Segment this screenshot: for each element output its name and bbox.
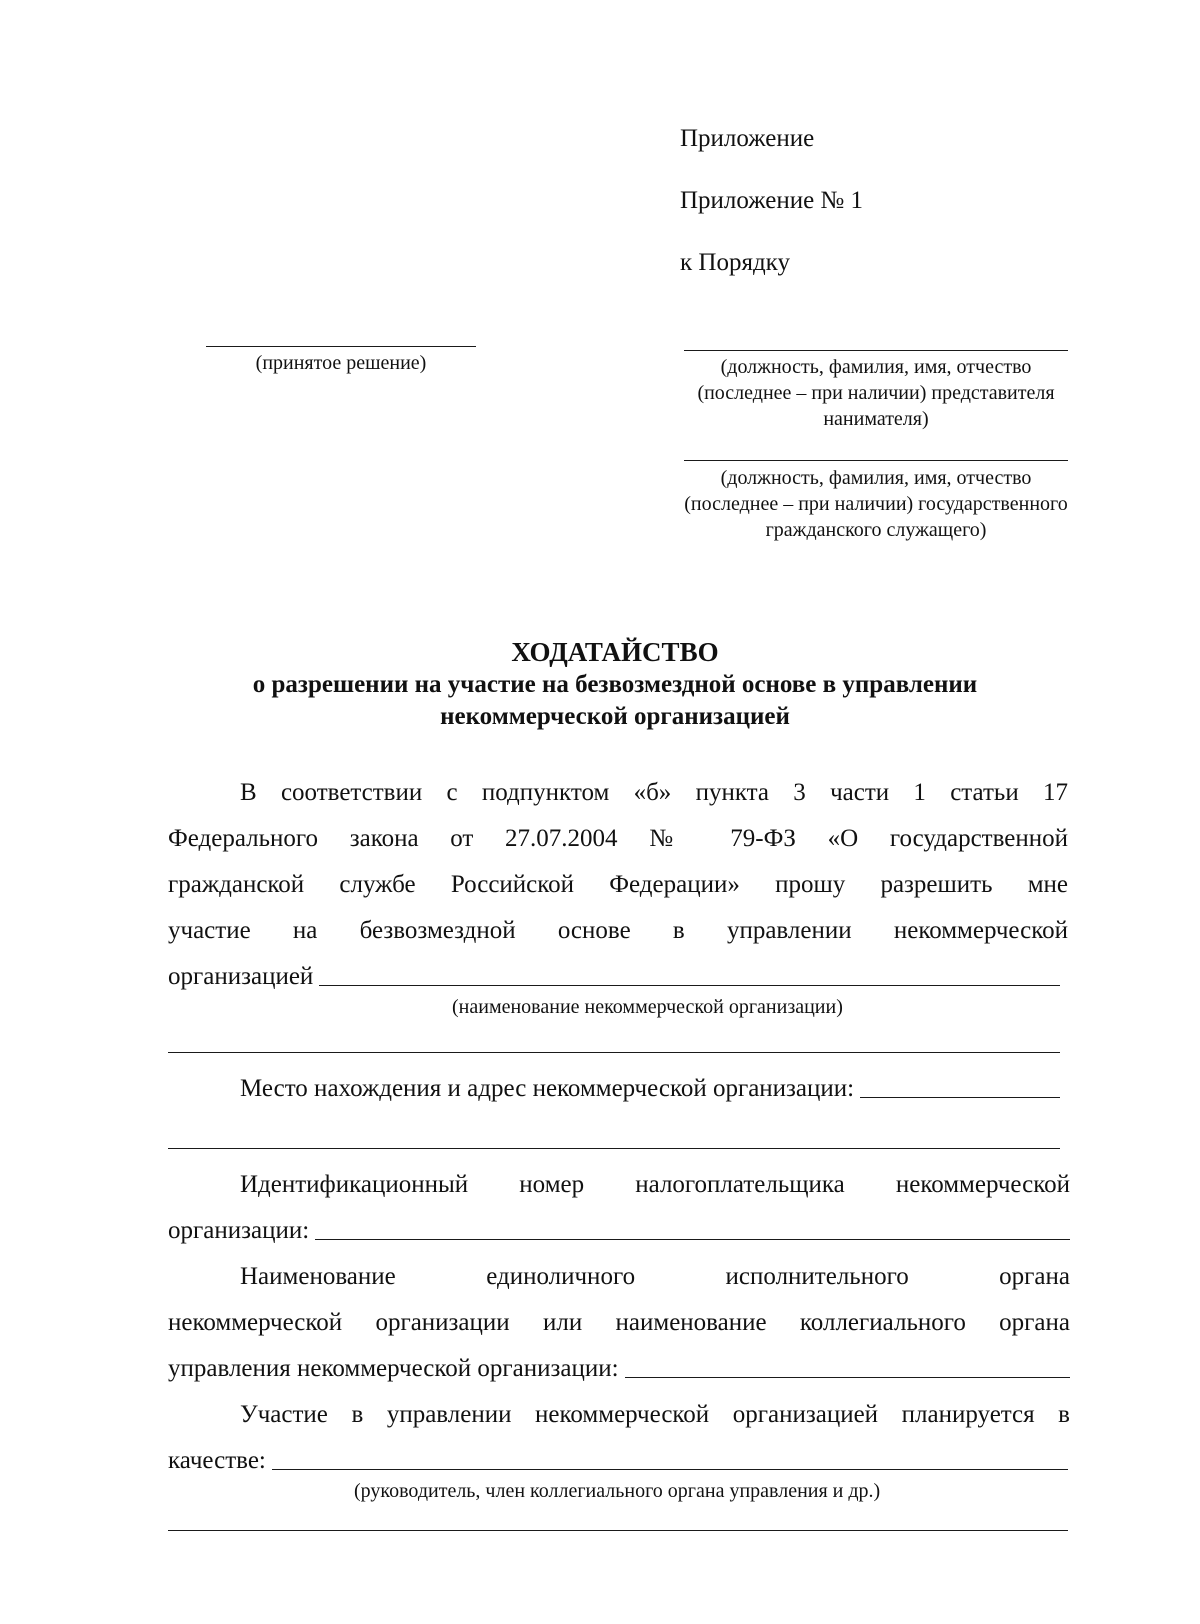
servant-line — [684, 460, 1068, 461]
executive-row — [168, 1354, 1070, 1384]
paragraph1-line4: участие на безвозмездной основе в управлении некоммерческой — [168, 917, 1068, 944]
employer-caption: (должность, фамилия, имя, отчество (последнее – при наличии) представителя нанимателя) — [697, 356, 1055, 430]
role-continuation-line — [168, 1530, 1068, 1531]
executive-line1: Наименование единоличного исполнительного органа — [240, 1263, 1070, 1290]
role-label: качестве: — [168, 1447, 266, 1474]
address-row — [240, 1074, 1060, 1104]
decision-caption: (принятое решение) — [255, 352, 427, 374]
decision-line — [206, 346, 476, 347]
document-subtitle-line2: некоммерческой организацией — [440, 703, 790, 730]
role-row — [168, 1446, 1068, 1476]
header-appendix: Приложение — [680, 125, 815, 152]
header-appendix-number: Приложение № 1 — [680, 187, 864, 214]
role-line — [272, 1469, 1068, 1470]
executive-line — [625, 1377, 1070, 1378]
role-caption: (руководитель, член коллегиального органа управления и др.) — [354, 1480, 881, 1502]
header-to-order: к Порядку — [680, 249, 790, 276]
servant-caption: (должность, фамилия, имя, отчество (последнее – при наличии) государственного гражданского служащего) — [684, 467, 1068, 541]
address-label: Место нахождения и адрес некоммерческой организации: — [240, 1075, 855, 1102]
org-name-line — [319, 985, 1060, 986]
inn-row — [168, 1216, 1070, 1246]
address-line — [860, 1097, 1060, 1098]
executive-line2: некоммерческой организации или наименование коллегиального органа — [168, 1309, 1070, 1336]
document-subtitle-line1: о разрешении на участие на безвозмездной основе в управлении — [252, 671, 978, 698]
org-name-continuation-line — [168, 1052, 1060, 1053]
paragraph1-line3: гражданской службе Российской Федерации» прошу разрешить мне — [168, 871, 1068, 898]
address-continuation-line — [168, 1148, 1060, 1149]
inn-label: организации: — [168, 1217, 310, 1244]
org-name-row — [168, 962, 1060, 992]
org-name-caption: (наименование некоммерческой организации) — [452, 996, 843, 1018]
inn-line — [315, 1239, 1070, 1240]
employer-line — [684, 350, 1068, 351]
document-title: ХОДАТАЙСТВО — [511, 637, 719, 667]
executive-label: управления некоммерческой организации: — [168, 1355, 619, 1382]
paragraph1-line5: организацией — [168, 963, 314, 990]
inn-line1: Идентификационный номер налогоплательщика некоммерческой — [240, 1171, 1070, 1198]
role-line1: Участие в управлении некоммерческой организацией планируется в — [240, 1401, 1070, 1428]
paragraph1-line1: В соответствии с подпунктом «б» пункта 3 части 1 статьи 17 — [240, 779, 1068, 806]
paragraph1-line2: Федерального закона от 27.07.2004 № 79-ФЗ «О государственной — [168, 825, 1068, 852]
